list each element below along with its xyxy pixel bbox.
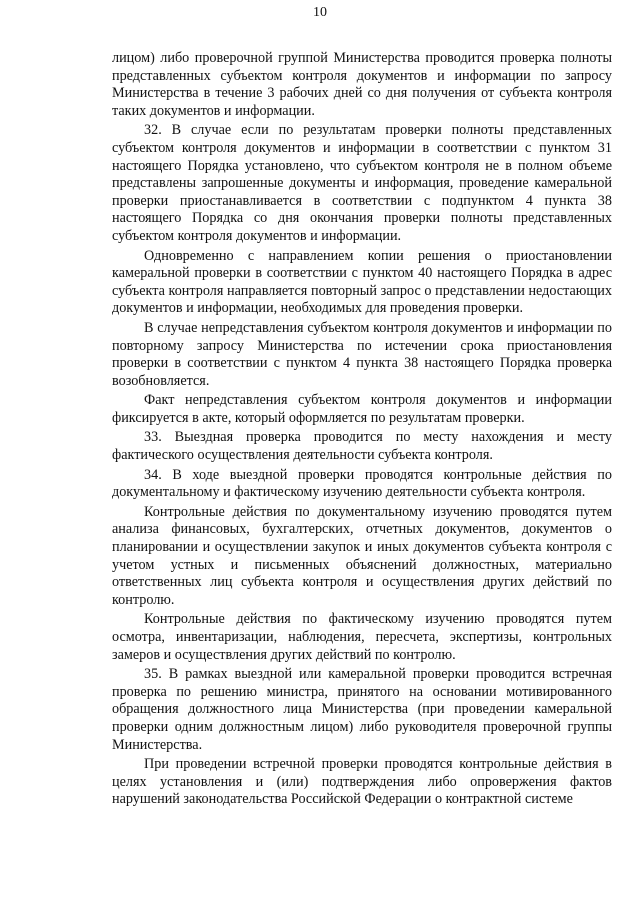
paragraph: Факт непредставления субъектом контроля документов и информации фиксируется в акте, который оформляется по результатам проверки.	[112, 392, 612, 426]
paragraph: 33. Выездная проверка проводится по месту нахождения и месту фактического осуществления деятельности субъекта контроля.	[112, 429, 612, 464]
paragraph: В случае непредставления субъектом контроля документов и информации по повторному запросу Министерства по истечении срока приостановления проверки в соответствии с пунктом 4 пункта 38 настоящего Порядка проверка возобновляется.	[112, 319, 612, 389]
paragraph: 34. В ходе выездной проверки проводятся контрольные действия по документальному и фактическому изучению деятельности субъекта контроля.	[112, 466, 612, 501]
paragraph: Контрольные действия по документальному изучению проводятся путем анализа финансовых, бухгалтерских, отчетных документов, документов о планировании и осуществлении закупок и иных документов субъекта контроля с учетом устных и письменных объяснений должностных, материально ответственных лиц субъекта контроля и осуществления других действий по контролю.	[112, 503, 612, 608]
paragraph: При проведении встречной проверки проводятся контрольные действия в целях установления и (или) подтверждения либо опровержения фактов нарушений законодательства Российской Федерации о контрактной системе	[112, 756, 612, 808]
paragraph: Одновременно с направлением копии решения о приостановлении камеральной проверки в соответствии с пунктом 40 настоящего Порядка в адрес субъекта контроля направляется повторный запрос о представлении недостающих документов и информации, необходимых для проведения проверки.	[112, 247, 612, 317]
page-number: 10	[313, 5, 327, 20]
paragraph: лицом) либо проверочной группой Министерства проводится проверка полноты представленных субъектом контроля документов и информации по запросу Министерства в течение 3 рабочих дней со дня получения от субъекта контроля таких документов и информации.	[112, 50, 612, 119]
paragraph: 35. В рамках выездной или камеральной проверки проводится встречная проверка по решению министра, принятого на основании мотивированного обращения должностного лица Министерства (при проведении камеральной проверки одним должностным лицом) либо руководителя проверочной группы Министерства.	[112, 666, 612, 753]
paragraph: 32. В случае если по результатам проверки полноты представленных субъектом контроля документов и информации в соответствии с пунктом 31 настоящего Порядка установлено, что субъектом контроля не в полном объеме представлены запрошенные документы и информация, проведение камеральной проверки приостанавливается в соответствии с подпунктом 4 пункта 38 настоящего Порядка со дня окончания проверки полноты представленных субъектом контроля документов и информации.	[112, 122, 612, 244]
paragraph: Контрольные действия по фактическому изучению проводятся путем осмотра, инвентаризации, наблюдения, пересчета, экспертизы, контрольных замеров и осуществления других действий по контролю.	[112, 611, 612, 663]
document-body	[112, 50, 612, 811]
